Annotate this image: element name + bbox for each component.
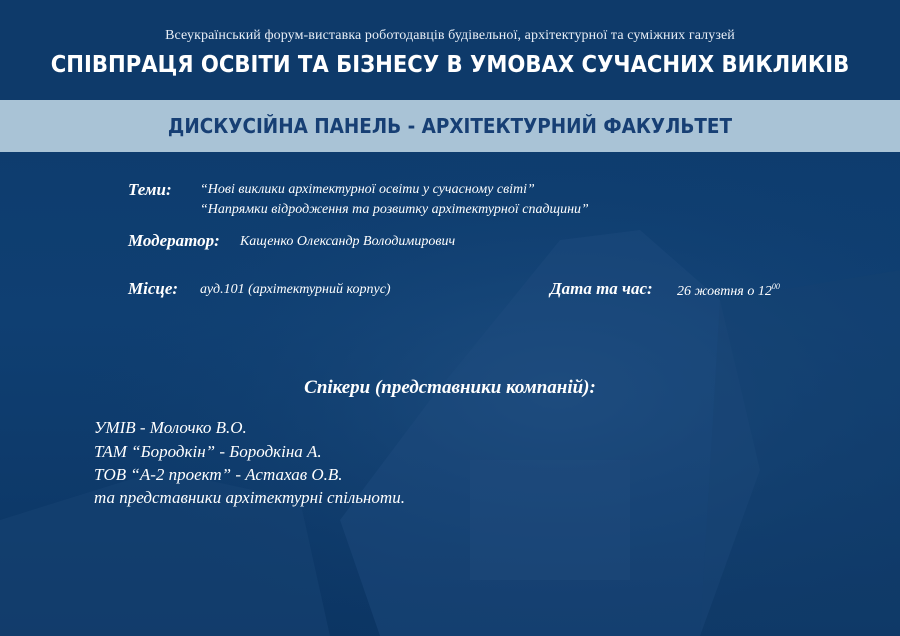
event-title: СПІВПРАЦЯ ОСВІТИ ТА БІЗНЕСУ В УМОВАХ СУЧАСНИХ ВИКЛИКІВ [50,52,850,78]
speaker-item: ТАМ “Бородкін” - Бородкіна А. [94,442,322,461]
speaker-item: УМІВ - Молочко В.О. [94,418,247,437]
topic-item: “Нові виклики архітектурної освіти у сучасному світі” [200,182,535,197]
place-label: Місце: [128,279,179,298]
topics-label: Теми: [128,180,172,199]
datetime-label: Дата та час: [550,279,653,298]
place-value: ауд.101 (архітектурний корпус) [200,282,391,297]
panel-title: ДИСКУСІЙНА ПАНЕЛЬ - АРХІТЕКТУРНИЙ ФАКУЛЬТЕТ [167,114,733,138]
moderator-label: Модератор: [128,231,220,250]
event-subtitle: Всеукраїнський форум-виставка роботодавців будівельної, архітектурної та суміжних галузей [165,28,735,43]
speakers-heading: Спікери (представники компаній): [304,377,596,398]
datetime-text: 26 жовтня о 12 [677,284,772,299]
datetime-value [677,282,780,300]
datetime-minutes: 00 [771,282,780,291]
header-band [0,0,900,100]
speaker-item: та представники архітектурні спільноти. [94,488,405,507]
speaker-item: ТОВ “А-2 проект” - Астахав О.В. [94,465,343,484]
topic-item: “Напрямки відродження та розвитку архітектурної спадщини” [200,202,589,217]
moderator-name: Кащенко Олександр Володимирович [240,234,456,249]
